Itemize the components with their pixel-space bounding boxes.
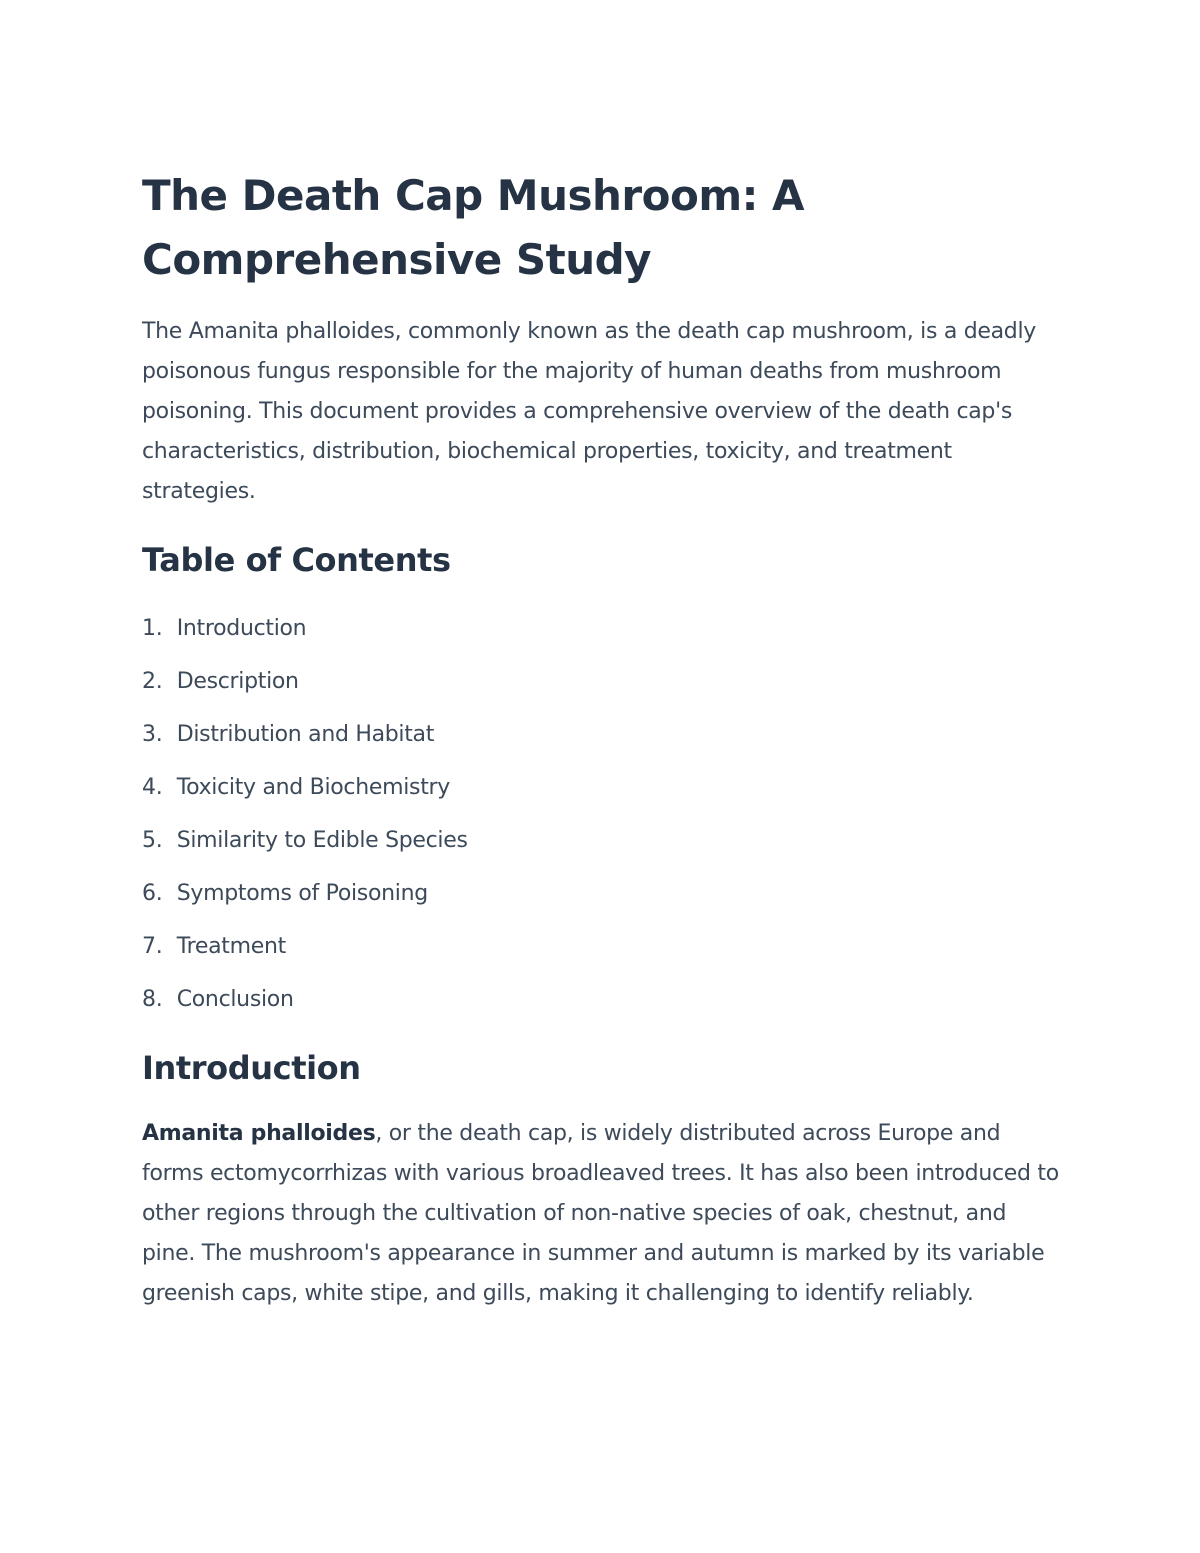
introduction-text: , or the death cap, is widely distributed across Europe and forms ectomycorrhizas with various broadleaved trees. It has also been introduced to other regions through the cultivation of non-native species of oak, chestnut, and pine. The mushroom's appearance in summer and autumn is marked by its variable greenish caps, white stipe, and gills, making it challenging to identify reliably. — [142, 1121, 1059, 1306]
toc-heading: Table of Contents — [142, 541, 451, 579]
introduction-heading: Introduction — [142, 1049, 361, 1087]
toc-item-label: Description — [176, 669, 299, 694]
toc-item-number: 6. — [142, 881, 163, 906]
toc-item-number: 4. — [142, 775, 163, 800]
toc-item-label: Symptoms of Poisoning — [176, 881, 428, 906]
toc-list — [142, 602, 1062, 1026]
toc-item-number: 5. — [142, 828, 163, 853]
toc-item — [142, 814, 1062, 867]
toc-item-label: Distribution and Habitat — [176, 722, 435, 747]
abstract-paragraph: The Amanita phalloides, commonly known as the death cap mushroom, is a deadly poisonous fungus responsible for the majority of human deaths from mushroom poisoning. This document provides a comprehensive overview of the death cap's characteristics, distribution, biochemical properties, toxicity, and treatment strategies. — [142, 319, 1036, 504]
toc-item — [142, 867, 1062, 920]
toc-item — [142, 602, 1062, 655]
toc-item — [142, 973, 1062, 1026]
toc-item-label: Introduction — [176, 616, 307, 641]
toc-item-label: Toxicity and Biochemistry — [176, 775, 450, 800]
toc-item-number: 2. — [142, 669, 163, 694]
document-page — [142, 164, 1062, 1314]
introduction-paragraph — [142, 1114, 1062, 1314]
toc-item-number: 8. — [142, 987, 163, 1012]
toc-item — [142, 920, 1062, 973]
toc-item-label: Similarity to Edible Species — [176, 828, 468, 853]
document-title: The Death Cap Mushroom: A Comprehensive Study — [142, 171, 805, 284]
toc-item-number: 3. — [142, 722, 163, 747]
toc-item — [142, 655, 1062, 708]
toc-item-label: Treatment — [176, 934, 286, 959]
toc-item-label: Conclusion — [176, 987, 294, 1012]
introduction-bold-term: Amanita phalloides — [142, 1121, 376, 1146]
toc-item — [142, 708, 1062, 761]
toc-item-number: 1. — [142, 616, 163, 641]
toc-item-number: 7. — [142, 934, 163, 959]
toc-item — [142, 761, 1062, 814]
